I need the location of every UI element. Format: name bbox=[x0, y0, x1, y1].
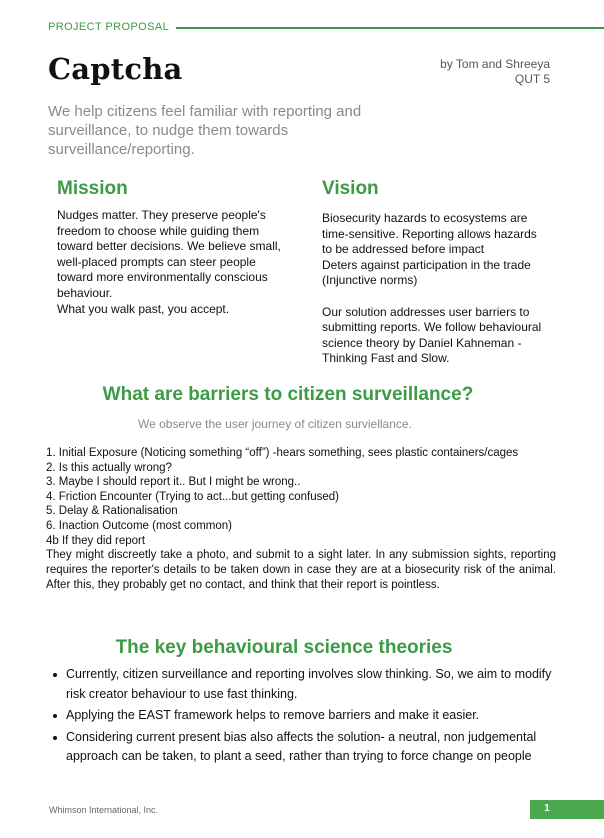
tagline: We help citizens feel familiar with reporting and surveillance, to nudge them towards surveillance/reporting. bbox=[48, 103, 362, 158]
journey-step: 4. Friction Encounter (Trying to act...but getting confused) bbox=[46, 490, 339, 503]
vision-line: submitting reports. We follow behavioural bbox=[322, 320, 542, 335]
mission-line: well-placed prompts can steer people bbox=[57, 254, 256, 269]
barriers-subtitle: We observe the user journey of citizen surviellance. bbox=[138, 417, 412, 431]
vision-line: (Injunctive norms) bbox=[322, 273, 418, 288]
vision-line: Biosecurity hazards to ecosystems are bbox=[322, 211, 528, 225]
vision-line: to be addressed before impact bbox=[322, 242, 485, 257]
list-item bbox=[48, 706, 568, 726]
bullet-icon bbox=[53, 736, 57, 740]
theories-list bbox=[48, 665, 568, 769]
mission-heading: Mission bbox=[57, 178, 128, 199]
vision-line: time-sensitive. Reporting allows hazards bbox=[322, 226, 537, 241]
journey-step: 1. Initial Exposure (Noticing something “off”) -hears something, sees plastic containers/cages bbox=[46, 447, 519, 459]
authors-group: QUT 5 bbox=[514, 72, 550, 86]
header-label: PROJECT PROPOSAL bbox=[48, 21, 170, 33]
journey-step: 3. Maybe I should report it.. But I might be wrong.. bbox=[46, 476, 301, 489]
list-item bbox=[48, 728, 568, 767]
barriers-paragraph: They might discreetly take a photo, and submit to a sight later. In any submission sights, reporting requires the reporter's details to be taken down in case they are at a biosecurity risk of the animal. After this, they probably get no contact, and think that their report is pointless. bbox=[46, 549, 556, 591]
mission-line: Nudges matter. They preserve people's bbox=[57, 208, 266, 222]
vision-spacer bbox=[322, 289, 572, 305]
mission-line: freedom to choose while guiding them bbox=[57, 223, 260, 238]
vision-line: Deters against participation in the trade bbox=[322, 257, 531, 272]
footer-page-badge bbox=[530, 800, 604, 819]
theories-heading: The key behavioural science theories bbox=[115, 637, 453, 658]
journey-step: 2. Is this actually wrong? bbox=[46, 461, 172, 474]
mission-text bbox=[57, 208, 307, 317]
list-item-text: Applying the EAST framework helps to remove barriers and make it easier. bbox=[66, 708, 480, 722]
mission-line: behaviour. bbox=[57, 285, 113, 300]
vision-line: Our solution addresses user barriers to bbox=[322, 304, 530, 319]
page-title: Captcha bbox=[48, 52, 183, 86]
mission-line: toward better decisions. We believe small, bbox=[57, 239, 281, 254]
journey-step: 6. Inaction Outcome (most common) bbox=[46, 519, 232, 532]
user-journey-steps bbox=[46, 446, 561, 548]
vision-line: Thinking Fast and Slow. bbox=[322, 351, 450, 366]
header-divider bbox=[176, 27, 604, 29]
authors bbox=[440, 57, 550, 87]
bullet-icon bbox=[53, 673, 57, 677]
authors-names: by Tom and Shreeya bbox=[440, 57, 550, 71]
barriers-heading: What are barriers to citizen surveillance? bbox=[102, 384, 474, 405]
vision-line: science theory by Daniel Kahneman - bbox=[322, 335, 522, 350]
mission-line: What you walk past, you accept. bbox=[57, 301, 230, 316]
journey-step: 5. Delay & Rationalisation bbox=[46, 505, 178, 518]
bullet-icon bbox=[53, 714, 57, 718]
vision-heading: Vision bbox=[322, 178, 379, 199]
journey-step: 4b If they did report bbox=[46, 534, 146, 547]
footer-company: Whimson International, Inc. bbox=[49, 805, 159, 815]
vision-text bbox=[322, 211, 572, 367]
list-item-text: Currently, citizen surveillance and reporting involves slow thinking. So, we aim to modify risk creator behaviour to use fast thinking. bbox=[66, 667, 552, 701]
mission-line: toward more environmentally conscious bbox=[57, 270, 268, 285]
page-number: 1 bbox=[544, 803, 550, 814]
list-item bbox=[48, 665, 568, 704]
list-item-text: Considering current present bias also affects the solution- a neutral, non judgemental approach can be taken, to plant a seed, rather than trying to force change on people bbox=[66, 729, 537, 763]
